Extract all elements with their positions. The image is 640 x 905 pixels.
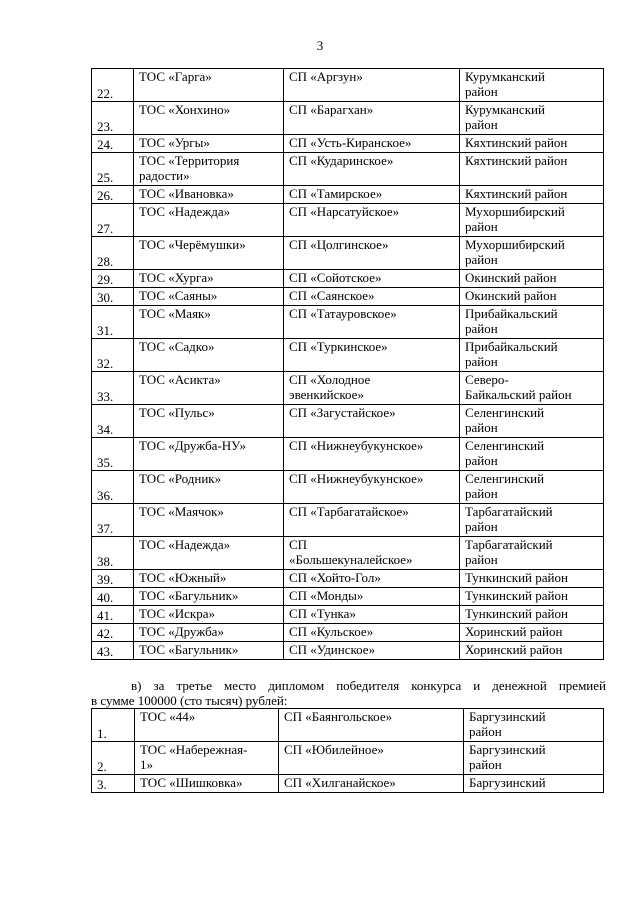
row-number: 28. (92, 237, 134, 270)
settlement-cell (284, 504, 460, 537)
table-row (92, 570, 604, 588)
settlement-cell-line: СП «Нижнеубукунское» (289, 438, 424, 453)
district-cell-line: Кяхтинский район (465, 186, 568, 201)
district-cell (460, 624, 604, 642)
district-cell-line: Тункинский район (465, 588, 568, 603)
table-row (92, 186, 604, 204)
row-number: 25. (92, 153, 134, 186)
district-cell-line: район (465, 420, 498, 435)
district-cell (460, 204, 604, 237)
settlement-cell (284, 624, 460, 642)
tos-cell (134, 624, 284, 642)
row-number: 1. (92, 709, 135, 742)
tos-cell-line: ТОС «Хурга» (139, 270, 214, 285)
settlement-cell (284, 537, 460, 570)
district-cell-line: район (465, 321, 498, 336)
district-cell-line: Прибайкальский (465, 339, 558, 354)
settlement-cell-line: СП «Кударинское» (289, 153, 394, 168)
row-number: 42. (92, 624, 134, 642)
row-number: 31. (92, 306, 134, 339)
row-number: 33. (92, 372, 134, 405)
district-cell-line: район (469, 724, 502, 739)
table-row (92, 306, 604, 339)
row-number: 23. (92, 102, 134, 135)
settlement-cell (284, 438, 460, 471)
table-row (92, 438, 604, 471)
settlement-cell-line: СП «Кульское» (289, 624, 374, 639)
table-row (92, 270, 604, 288)
settlement-cell (284, 135, 460, 153)
tos-cell (134, 237, 284, 270)
tos-cell-line: ТОС «Надежда» (139, 537, 231, 552)
tos-cell (134, 306, 284, 339)
tos-cell (134, 270, 284, 288)
table-row (92, 709, 604, 742)
tos-cell-line: ТОС «Ургы» (139, 135, 210, 150)
settlement-cell (284, 606, 460, 624)
district-cell-line: Курумканский (465, 102, 545, 117)
settlement-cell-line: СП «Холодное (289, 372, 371, 387)
district-cell-line: Байкальский район (465, 387, 572, 402)
district-cell (460, 186, 604, 204)
district-cell-line: Баргузинский (469, 742, 546, 757)
tos-cell-line: ТОС «Садко» (139, 339, 215, 354)
district-cell-line: Баргузинский (469, 709, 546, 724)
settlement-cell-line: «Большекуналейское» (289, 552, 413, 567)
settlement-cell-line: СП «Сойотское» (289, 270, 382, 285)
settlement-cell-line: СП «Нижнеубукунское» (289, 471, 424, 486)
settlement-cell (284, 204, 460, 237)
district-cell (464, 709, 604, 742)
tos-cell (134, 153, 284, 186)
district-cell-line: Селенгинский (465, 405, 545, 420)
district-cell-line: Селенгинский (465, 471, 545, 486)
settlement-cell-line: эвенкийское» (289, 387, 364, 402)
settlement-cell (284, 339, 460, 372)
district-cell-line: район (465, 117, 498, 132)
tos-cell (134, 642, 284, 660)
tos-cell-line: ТОС «Территория (139, 153, 240, 168)
main-table-body (92, 69, 604, 660)
table-row (92, 537, 604, 570)
settlement-cell (279, 709, 464, 742)
district-cell (460, 339, 604, 372)
district-cell-line: Окинский район (465, 288, 557, 303)
district-cell (460, 237, 604, 270)
settlement-cell-line: СП «Усть-Киранское» (289, 135, 412, 150)
district-cell (460, 135, 604, 153)
tos-cell-line: ТОС «Шишковка» (140, 775, 243, 790)
district-cell (460, 504, 604, 537)
tos-cell-line: ТОС «Ивановка» (139, 186, 234, 201)
table-row (92, 102, 604, 135)
row-number: 26. (92, 186, 134, 204)
district-cell-line: Тарбагатайский (465, 504, 553, 519)
settlement-cell-line: СП «Туркинское» (289, 339, 388, 354)
row-number: 37. (92, 504, 134, 537)
row-number: 3. (92, 775, 135, 793)
settlement-cell-line: СП «Цолгинское» (289, 237, 389, 252)
third-place-paragraph (91, 678, 606, 708)
table-row (92, 606, 604, 624)
district-cell-line: район (469, 757, 502, 772)
district-cell-line: район (465, 486, 498, 501)
district-cell-line: Мухоршибирский (465, 237, 565, 252)
row-number: 30. (92, 288, 134, 306)
settlement-cell-line: СП «Тунка» (289, 606, 356, 621)
row-number: 29. (92, 270, 134, 288)
row-number: 41. (92, 606, 134, 624)
tos-cell-line: ТОС «Родник» (139, 471, 222, 486)
row-number: 32. (92, 339, 134, 372)
table-row (92, 642, 604, 660)
district-cell (460, 570, 604, 588)
settlement-cell-line: СП «Барагхан» (289, 102, 374, 117)
tos-cell (135, 742, 279, 775)
district-cell-line: Северо- (465, 372, 509, 387)
third-place-table-body (92, 709, 604, 793)
district-cell-line: район (465, 552, 498, 567)
tos-cell (134, 570, 284, 588)
settlement-cell (284, 153, 460, 186)
row-number: 43. (92, 642, 134, 660)
tos-cell-line: ТОС «44» (140, 709, 196, 724)
district-cell (460, 153, 604, 186)
settlement-cell-line: СП «Аргзун» (289, 69, 363, 84)
table-row (92, 775, 604, 793)
settlement-cell-line: СП «Юбилейное» (284, 742, 384, 757)
district-cell-line: Селенгинский (465, 438, 545, 453)
table-row (92, 624, 604, 642)
settlement-cell (284, 642, 460, 660)
row-number: 40. (92, 588, 134, 606)
settlement-cell (279, 742, 464, 775)
tos-cell-line: ТОС «Набережная- (140, 742, 248, 757)
tos-cell-line: ТОС «Багульник» (139, 642, 239, 657)
tos-cell (134, 186, 284, 204)
district-cell (460, 606, 604, 624)
table-row (92, 471, 604, 504)
table-row (92, 339, 604, 372)
settlement-cell (284, 288, 460, 306)
tos-cell-line: ТОС «Багульник» (139, 588, 239, 603)
district-cell-line: район (465, 453, 498, 468)
district-cell (460, 270, 604, 288)
tos-cell (134, 504, 284, 537)
tos-cell (134, 405, 284, 438)
paragraph-line-2: в сумме 100000 (сто тысяч) рублей: (91, 693, 288, 708)
settlement-cell (279, 775, 464, 793)
table-row (92, 405, 604, 438)
tos-cell (134, 102, 284, 135)
district-cell-line: Хоринский район (465, 642, 563, 657)
tos-cell-line: 1» (140, 757, 153, 772)
district-cell-line: район (465, 84, 498, 99)
page-number: 3 (316, 38, 324, 53)
district-cell-line: район (465, 219, 498, 234)
settlement-cell (284, 69, 460, 102)
tos-cell (134, 438, 284, 471)
tos-cell-line: ТОС «Маяк» (139, 306, 211, 321)
settlement-cell-line: СП «Монды» (289, 588, 364, 603)
district-cell (460, 438, 604, 471)
table-row (92, 135, 604, 153)
district-cell (460, 306, 604, 339)
tos-cell-line: ТОС «Черёмушки» (139, 237, 246, 252)
district-cell (460, 405, 604, 438)
settlement-cell-line: СП «Хилганайское» (284, 775, 396, 790)
tos-cell-line: ТОС «Пульс» (139, 405, 215, 420)
tos-cell-line: ТОС «Надежда» (139, 204, 231, 219)
tos-cell (134, 135, 284, 153)
settlement-cell-line: СП «Загустайское» (289, 405, 396, 420)
row-number: 2. (92, 742, 135, 775)
district-cell (460, 102, 604, 135)
district-cell (460, 588, 604, 606)
tos-cell-line: ТОС «Дружба-НУ» (139, 438, 247, 453)
row-number: 34. (92, 405, 134, 438)
district-cell (460, 288, 604, 306)
settlement-cell (284, 588, 460, 606)
tos-cell (135, 709, 279, 742)
tos-cell-line: ТОС «Маячок» (139, 504, 224, 519)
district-cell-line: Курумканский (465, 69, 545, 84)
settlement-cell (284, 270, 460, 288)
district-cell-line: Баргузинский (469, 775, 546, 790)
table-row (92, 372, 604, 405)
settlement-cell-line: СП «Саянское» (289, 288, 375, 303)
district-cell-line: Прибайкальский (465, 306, 558, 321)
main-table (91, 68, 604, 660)
settlement-cell (284, 570, 460, 588)
tos-cell-line: ТОС «Дружба» (139, 624, 224, 639)
row-number: 39. (92, 570, 134, 588)
settlement-cell-line: СП «Татауровское» (289, 306, 397, 321)
tos-cell (134, 339, 284, 372)
paragraph-line-1: в) за третье место дипломом победителя конкурса и денежной премией (131, 678, 606, 693)
district-cell-line: район (465, 519, 498, 534)
tos-cell-line: радости» (139, 168, 190, 183)
tos-cell (134, 288, 284, 306)
district-cell (460, 642, 604, 660)
settlement-cell-line: СП «Баянгольское» (284, 709, 393, 724)
settlement-cell-line: СП «Хойто-Гол» (289, 570, 381, 585)
tos-cell-line: ТОС «Южный» (139, 570, 227, 585)
district-cell-line: Кяхтинский район (465, 153, 568, 168)
settlement-cell (284, 405, 460, 438)
settlement-cell-line: СП (289, 537, 308, 552)
district-cell-line: район (465, 252, 498, 267)
settlement-cell (284, 471, 460, 504)
district-cell-line: Тарбагатайский (465, 537, 553, 552)
district-cell (464, 742, 604, 775)
row-number: 22. (92, 69, 134, 102)
district-cell (464, 775, 604, 793)
tos-cell (134, 471, 284, 504)
district-cell (460, 69, 604, 102)
table-row (92, 742, 604, 775)
settlement-cell-line: СП «Тарбагатайское» (289, 504, 409, 519)
table-row (92, 153, 604, 186)
row-number: 27. (92, 204, 134, 237)
row-number: 24. (92, 135, 134, 153)
table-row (92, 69, 604, 102)
district-cell-line: Тункинский район (465, 606, 568, 621)
tos-cell (134, 606, 284, 624)
tos-cell (134, 372, 284, 405)
settlement-cell-line: СП «Нарсатуйское» (289, 204, 400, 219)
tos-cell-line: ТОС «Хонхино» (139, 102, 231, 117)
settlement-cell-line: СП «Тамирское» (289, 186, 383, 201)
tos-cell (134, 204, 284, 237)
row-number: 35. (92, 438, 134, 471)
tos-cell-line: ТОС «Саяны» (139, 288, 218, 303)
table-row (92, 504, 604, 537)
tos-cell (135, 775, 279, 793)
district-cell (460, 471, 604, 504)
tos-cell-line: ТОС «Искра» (139, 606, 215, 621)
table-row (92, 588, 604, 606)
table-row (92, 204, 604, 237)
district-cell-line: Тункинский район (465, 570, 568, 585)
settlement-cell (284, 237, 460, 270)
row-number: 38. (92, 537, 134, 570)
tos-cell (134, 69, 284, 102)
tos-cell-line: ТОС «Гарга» (139, 69, 212, 84)
row-number: 36. (92, 471, 134, 504)
district-cell-line: Кяхтинский район (465, 135, 568, 150)
tos-cell (134, 588, 284, 606)
tos-cell (134, 537, 284, 570)
district-cell (460, 537, 604, 570)
settlement-cell (284, 186, 460, 204)
table-row (92, 288, 604, 306)
tos-cell-line: ТОС «Асикта» (139, 372, 221, 387)
third-place-table (91, 708, 604, 793)
settlement-cell (284, 306, 460, 339)
district-cell-line: Окинский район (465, 270, 557, 285)
district-cell-line: район (465, 354, 498, 369)
table-row (92, 237, 604, 270)
settlement-cell-line: СП «Удинское» (289, 642, 376, 657)
settlement-cell (284, 372, 460, 405)
district-cell-line: Хоринский район (465, 624, 563, 639)
district-cell-line: Мухоршибирский (465, 204, 565, 219)
district-cell (460, 372, 604, 405)
settlement-cell (284, 102, 460, 135)
